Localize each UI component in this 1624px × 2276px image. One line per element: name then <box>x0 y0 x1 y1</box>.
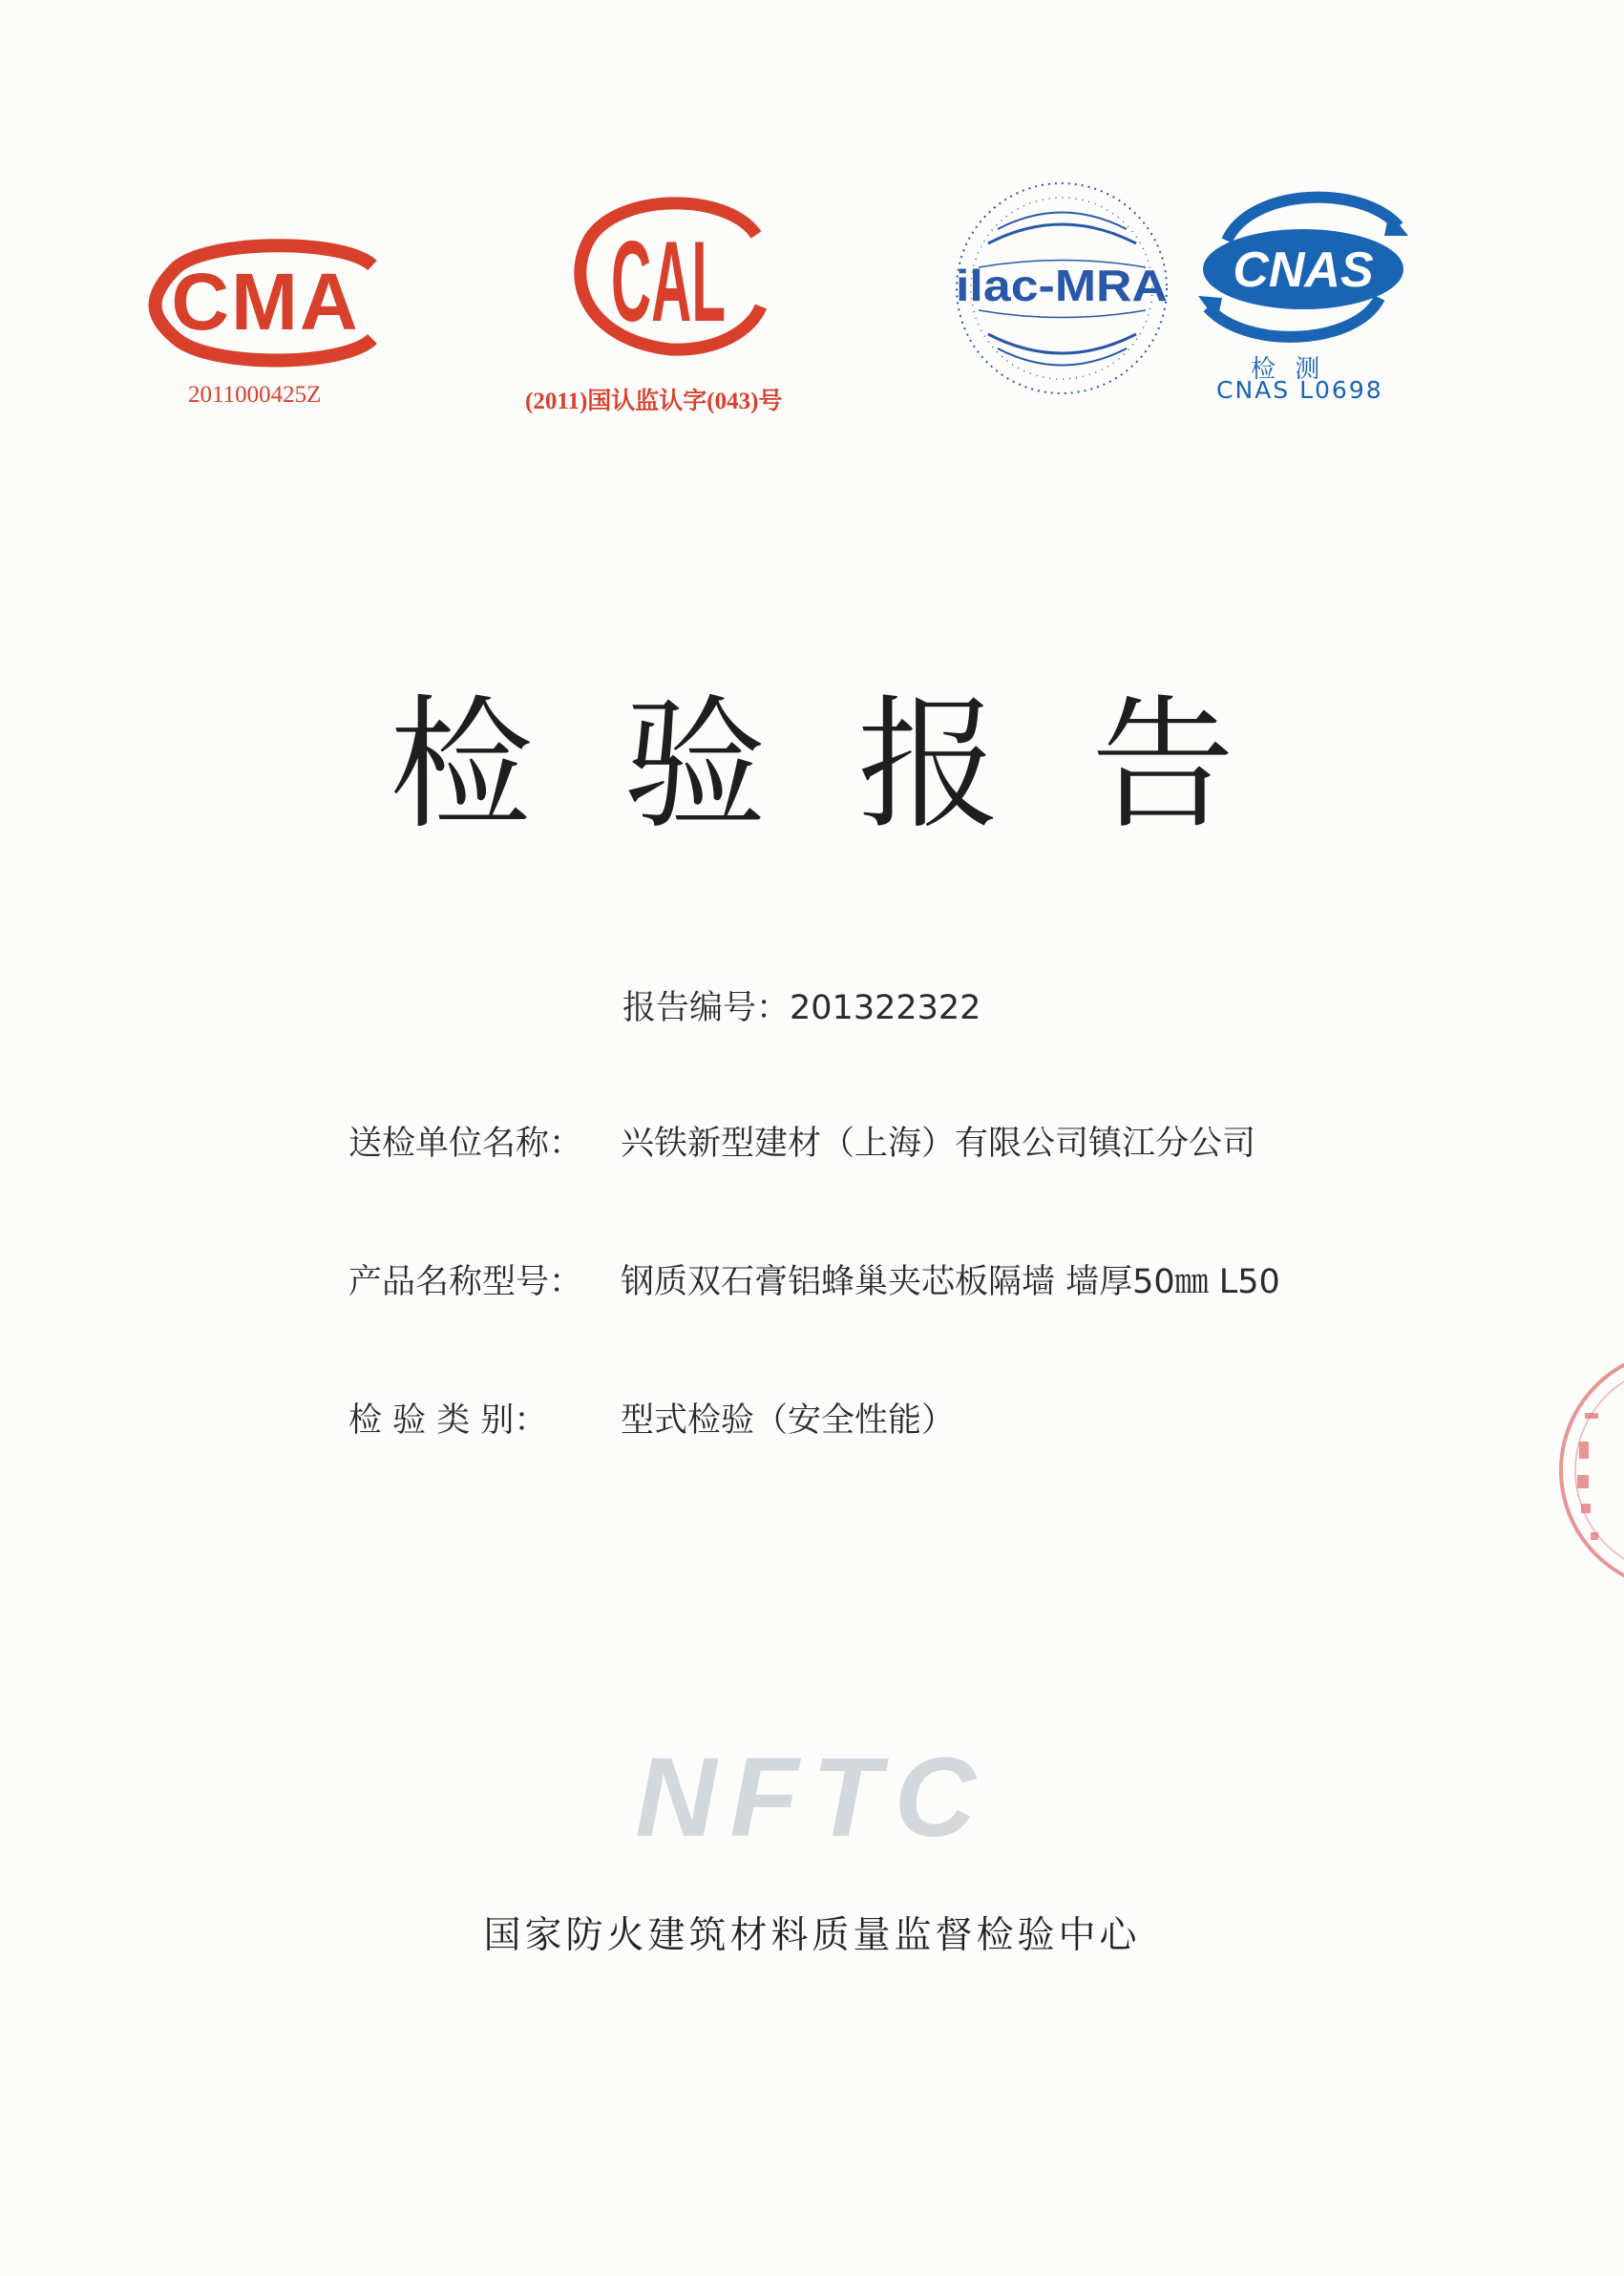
cma-text: CMA <box>171 257 360 347</box>
report-number-value: 201322322 <box>790 989 981 1027</box>
field-row-product <box>348 1255 1280 1303</box>
field-label: 检 验 类 别： <box>348 1401 548 1440</box>
ilac-mra-globe-icon <box>950 177 1174 401</box>
field-value: 钢质双石膏铝蜂巢夹芯板隔墙 墙厚50㎜ L50 <box>621 1263 1280 1301</box>
cnas-logo-icon <box>1193 183 1413 350</box>
field-label: 产品名称型号： <box>348 1263 583 1301</box>
field-row-submitter <box>348 1117 1255 1165</box>
cal-seal-icon <box>565 187 785 359</box>
issuer-name: 国家防火建筑材料质量监督检验中心 <box>483 1914 1141 1957</box>
nftc-watermark: NFTC <box>635 1735 989 1861</box>
field-label: 送检单位名称： <box>348 1125 583 1163</box>
official-stamp-icon <box>1537 1356 1624 1604</box>
report-number-label: 报告编号： <box>622 989 791 1027</box>
field-value: 型式检验（安全性能） <box>621 1401 956 1440</box>
field-row-type <box>348 1394 955 1442</box>
cal-number: (2011)国认监认字(043)号 <box>525 389 783 414</box>
cma-seal-icon <box>153 229 401 372</box>
report-number <box>622 981 981 1029</box>
cma-number: 2011000425Z <box>188 382 322 408</box>
field-value: 兴铁新型建材（上海）有限公司镇江分公司 <box>621 1125 1256 1163</box>
cnas-sub-label: 检 测 <box>1251 355 1326 384</box>
cnas-number: CNAS L0698 <box>1216 376 1383 404</box>
cnas-text: CNAS <box>1233 242 1374 298</box>
cal-text: CAL <box>611 218 726 346</box>
ilac-text: ilac-MRA <box>956 261 1168 310</box>
report-title: 检验报告 <box>389 683 1325 849</box>
